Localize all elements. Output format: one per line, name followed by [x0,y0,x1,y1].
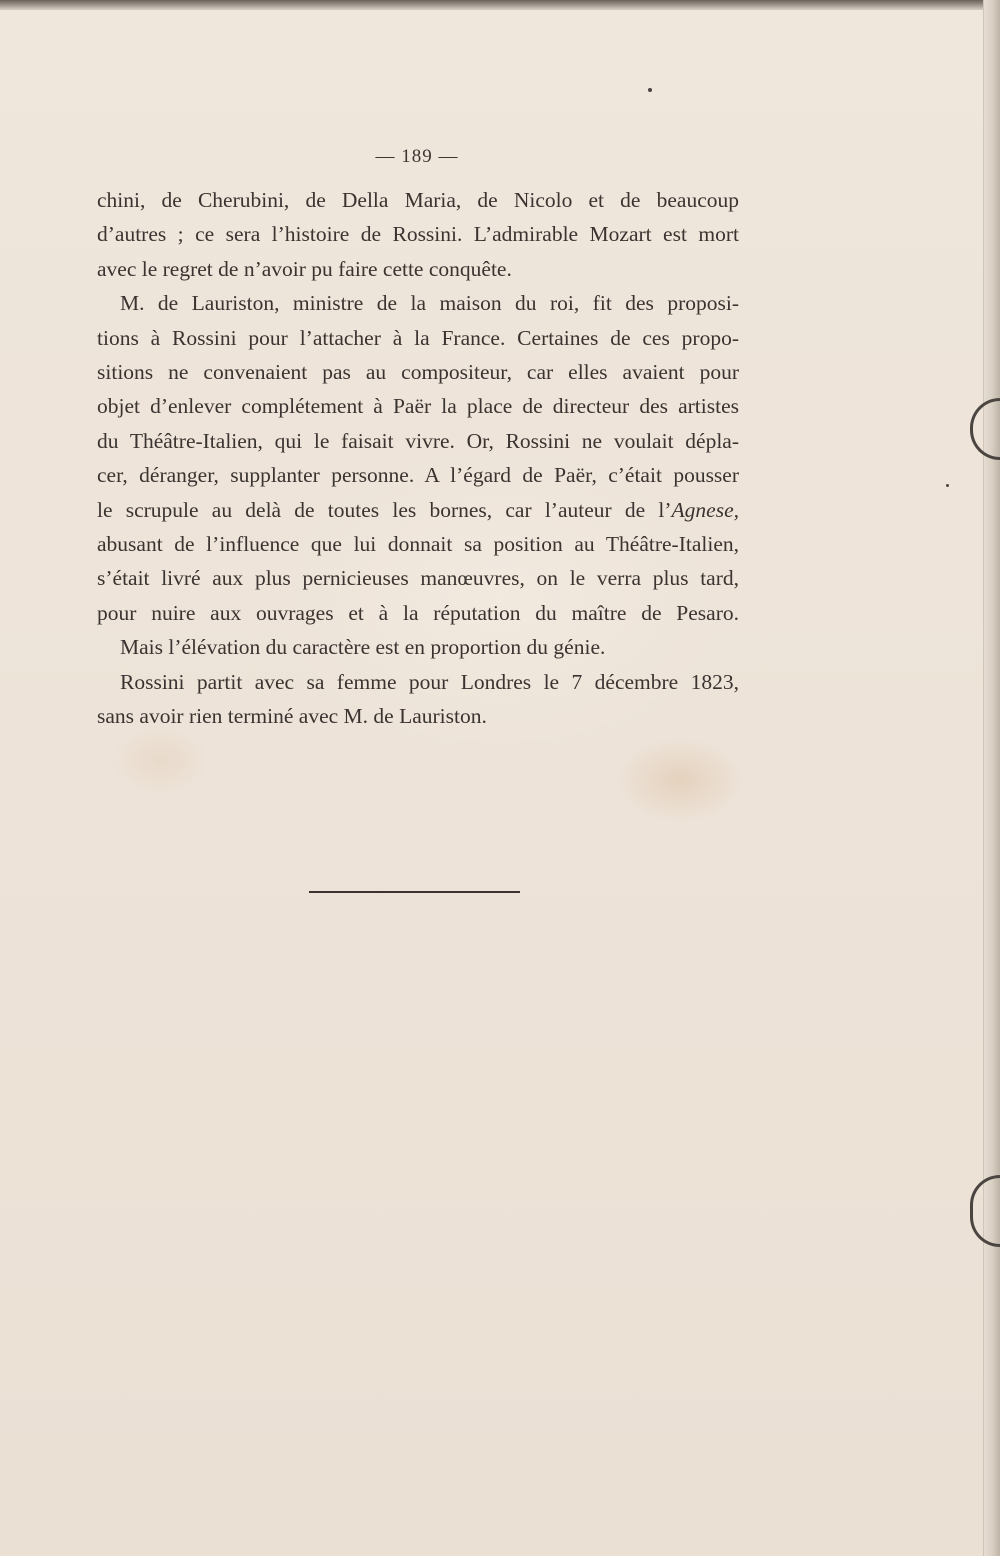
page-top-edge [0,0,1000,10]
text-line: avec le regret de n’avoir pu faire cette conquête. [97,256,512,281]
text-line: sans avoir rien terminé avec M. de Lauriston. [97,704,487,729]
ink-speck [648,88,652,92]
binding-clip-upper [970,398,1000,460]
text-line [97,493,739,527]
text-line: abusant de l’influence que lui donnait sa position au Théâtre-Italien, [97,532,739,557]
text-line: pour nuire aux ouvrages et à la réputation du maître de Pesaro. [97,600,739,625]
text-line: Mais l’élévation du caractère est en proportion du génie. [120,635,606,660]
text-line: M. de Lauriston, ministre de la maison du roi, fit des proposi- [120,291,739,316]
italic-title: Agnese, [671,497,739,522]
page-right-edge [983,0,1000,1556]
section-end-rule [309,891,520,893]
binding-clip-lower [970,1175,1000,1247]
text-line: d’autres ; ce sera l’histoire de Rossini. L’admirable Mozart est mort [97,222,739,247]
body-text [97,183,739,734]
text-line: sitions ne convenaient pas au compositeur, car elles avaient pour [97,360,739,385]
text-line: cer, déranger, supplanter personne. A l’égard de Paër, c’était pousser [97,463,739,488]
text-line: du Théâtre-Italien, qui le faisait vivre. Or, Rossini ne voulait dépla- [97,428,739,453]
text-line: objet d’enlever complétement à Paër la place de directeur des artistes [97,394,739,419]
text-line: chini, de Cherubini, de Della Maria, de Nicolo et de beaucoup [97,188,739,212]
page-number: — 189 — [375,146,459,167]
text-segment: le scrupule au delà de toutes les bornes, car l’auteur de l’ [97,497,672,522]
text-line: tions à Rossini pour l’attacher à la France. Certaines de ces propo- [97,325,739,350]
text-line: s’était livré aux plus pernicieuses manœuvres, on le verra plus tard, [97,566,739,591]
text-line: Rossini partit avec sa femme pour Londres le 7 décembre 1823, [120,669,739,694]
ink-speck [946,484,949,487]
